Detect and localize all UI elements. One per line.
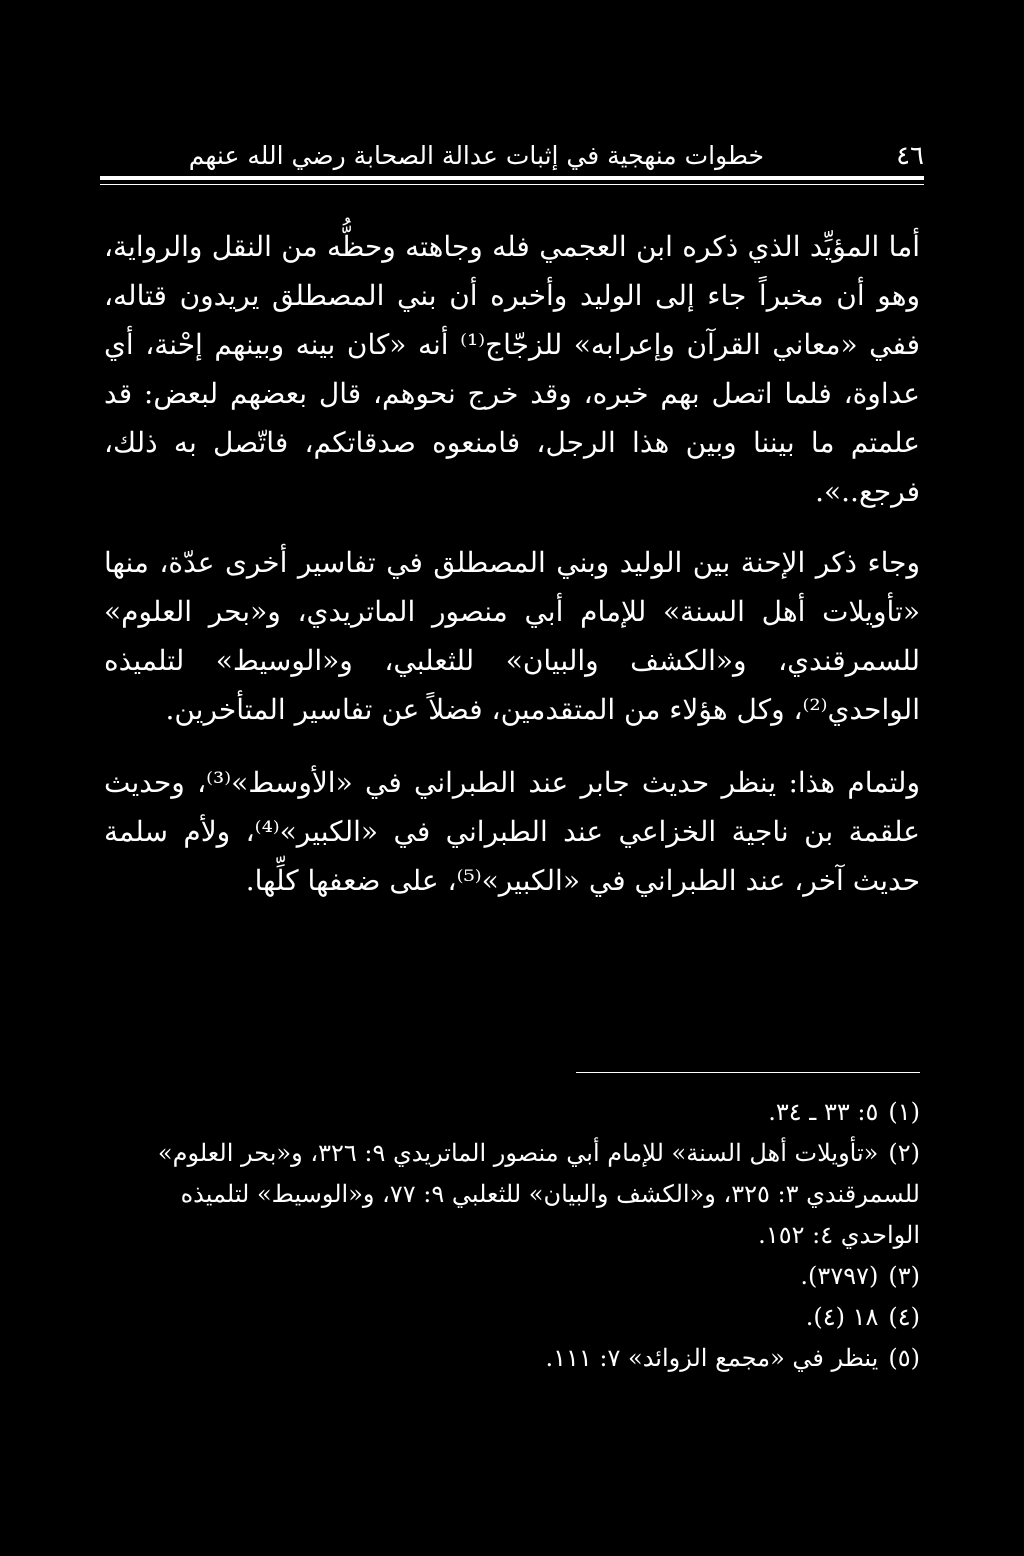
running-head bbox=[100, 138, 924, 174]
page-number: ٤٦ bbox=[896, 141, 924, 171]
footnote-4 bbox=[104, 1297, 920, 1338]
paragraph-1: أما المؤيِّد الذي ذكره ابن العجمي فله وجاهته وحظُّه من النقل والرواية، وهو أن مخبراً جاء إلى الوليد وأخبره أن بني المصطلق يريدون قتاله، ففي «معاني القرآن وإعرابه» للزجّاج⁽¹⁾ أنه «كان بينه وبينهم إحْنة، أي عداوة، فلما اتصل بهم خبره، وقد خرج نحوهم، قال بعضهم لبعض: قد علمتم ما بيننا وبين هذا الرجل، فامنعوه صدقاتكم، فاتّصل به ذلك، فرجع..». bbox=[104, 230, 921, 508]
footnote-mark: (٢) bbox=[888, 1139, 920, 1167]
footnote-text: (٣٧٩٧). bbox=[800, 1262, 879, 1290]
header-rule-thin bbox=[100, 184, 924, 185]
footnote-text: ينظر في «مجمع الزوائد» ٧: ١١١. bbox=[545, 1344, 879, 1372]
footnote-text: «تأويلات أهل السنة» للإمام أبي منصور الماتريدي ٩: ٣٢٦، و«بحر العلوم» للسمرقندي ٣: ٣٢٥، و«الكشف والبيان» للثعلبي ٩: ٧٧، و«الوسيط» لتلميذه الواحدي ٤: ١٥٢. bbox=[157, 1139, 920, 1249]
footnote-text: ١٨ (٤). bbox=[805, 1303, 879, 1331]
footnote-mark: (٤) bbox=[888, 1303, 920, 1331]
footnote-text: ٥: ٣٣ ـ ٣٤. bbox=[768, 1098, 879, 1126]
footnote-separator bbox=[576, 1072, 920, 1073]
running-head-title: خطوات منهجية في إثبات عدالة الصحابة رضي الله عنهم bbox=[188, 141, 764, 170]
footnote-3 bbox=[104, 1256, 920, 1297]
footnote-1 bbox=[104, 1092, 920, 1133]
paragraph-3: ولتمام هذا: ينظر حديث جابر عند الطبراني في «الأوسط»⁽³⁾، وحديث علقمة بن ناجية الخزاعي عند الطبراني في «الكبير»⁽⁴⁾، ولأم سلمة حديث آخر، عند الطبراني في «الكبير»⁽⁵⁾، على ضعفها كلِّها. bbox=[104, 766, 920, 897]
footnote-mark: (١) bbox=[888, 1098, 920, 1126]
header-rule-thick bbox=[100, 176, 924, 180]
footnote-mark: (٣) bbox=[888, 1262, 920, 1290]
footnote-mark: (٥) bbox=[888, 1344, 920, 1372]
paragraph-2: وجاء ذكر الإحنة بين الوليد وبني المصطلق في تفاسير أخرى عدّة، منها «تأويلات أهل السنة» للإمام أبي منصور الماتريدي، و«بحر العلوم» للسمرقندي، و«الكشف والبيان» للثعلبي، و«الوسيط» لتلميذه الواحدي⁽²⁾، وكل هؤلاء من المتقدمين، فضلاً عن تفاسير المتأخرين. bbox=[104, 546, 920, 726]
main-text bbox=[104, 222, 920, 929]
footnote-5 bbox=[104, 1338, 920, 1379]
footnote-2 bbox=[104, 1133, 920, 1256]
footnotes bbox=[104, 1092, 920, 1379]
